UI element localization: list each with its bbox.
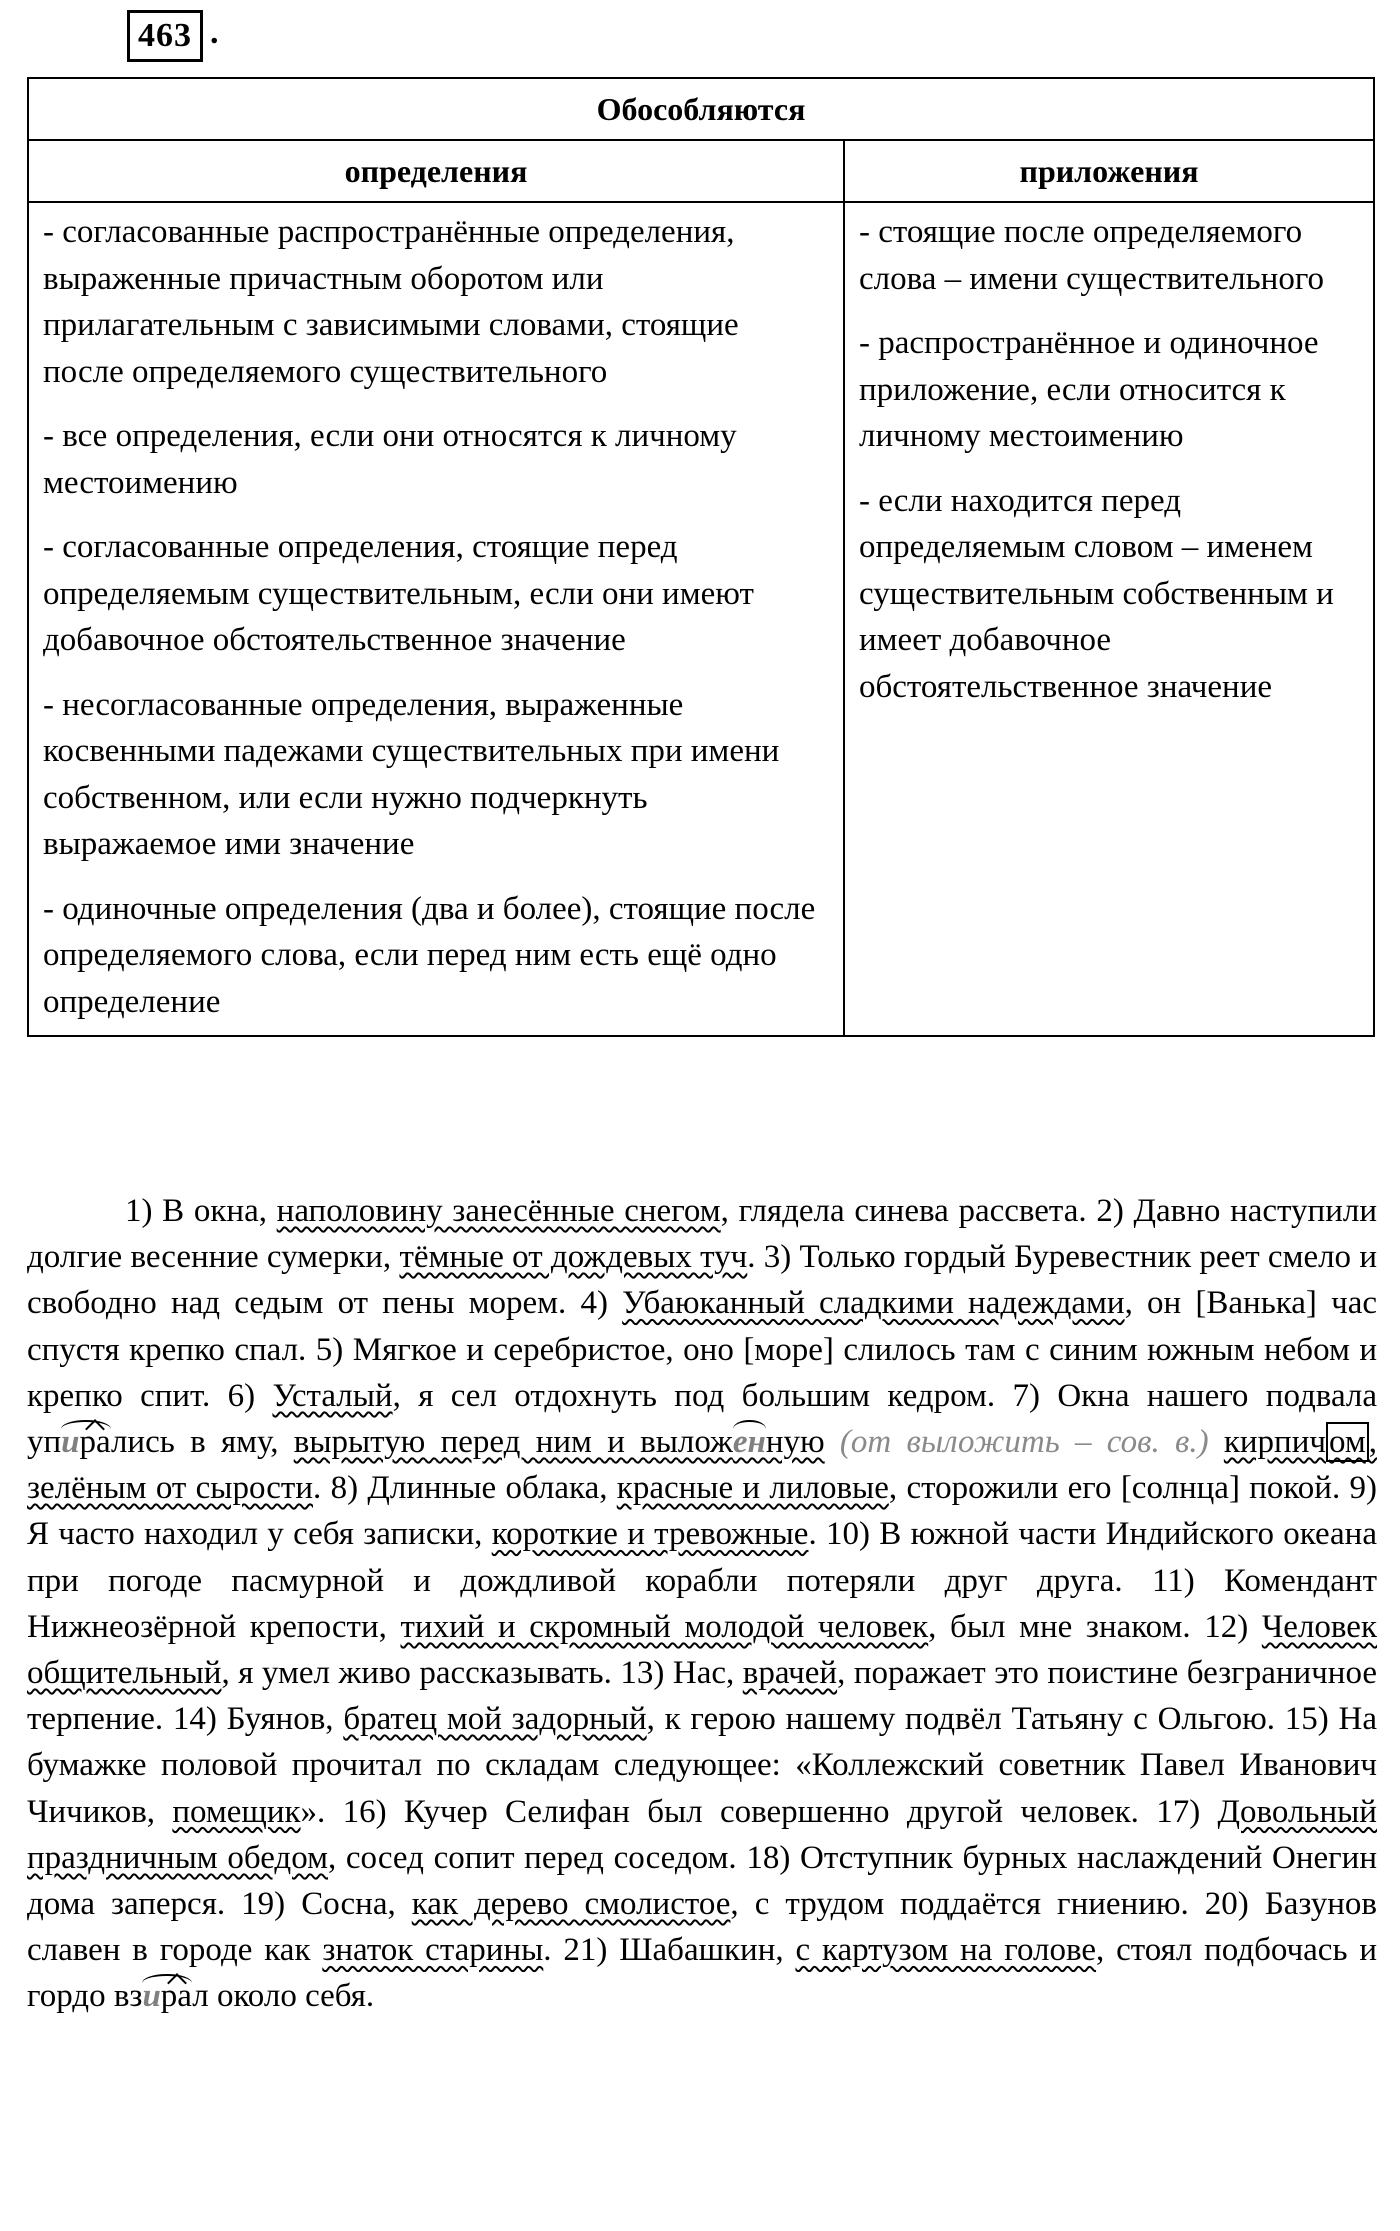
text-segment: 1) В окна,	[125, 1193, 277, 1229]
text-segment: . 10) В южной части Индийского океана при погоде пасмурной и дождливой корабли потеряли друг друга. 11) Комендант Нижнеозёрной крепости,	[27, 1516, 1377, 1645]
text-segment: кирпич	[1223, 1424, 1326, 1461]
text-segment: , был мне знаком. 12)	[928, 1608, 1262, 1645]
text-segment: , с трудом поддаётся гниению. 20) Базунов славен в городе как	[27, 1886, 1377, 1969]
definition-rule: - несогласованные определения, выраженные косвенными падежами существительных при имени собственном, или если нужно подчеркнуть выражаемое ими значение	[43, 686, 780, 862]
underlined-phrase: знаток старины	[322, 1932, 544, 1969]
definition-rule: - одиночные определения (два и более), стоящие после определяемого слова, если перед ним есть ещё одно определение	[43, 890, 816, 1020]
underlined-phrase	[294, 1424, 825, 1460]
underlined-phrase: как дерево смолистое	[411, 1886, 731, 1923]
text-segment: , я умел живо рассказывать. 13) Нас,	[221, 1655, 743, 1692]
table-title: Обособляются	[28, 78, 1374, 140]
underlined-phrase: наполовину занесённые снегом	[276, 1193, 721, 1229]
suffix-mark: ен	[732, 1424, 766, 1461]
text-segment: , глядела синева рассвета. 2) Давно наступили долгие весенние сумерки,	[27, 1193, 1377, 1276]
ending-box-mark: ом	[1326, 1422, 1369, 1462]
exercise-paragraph	[27, 1188, 1377, 2020]
text-segment: , сторожили его [солнца] покой. 9) Я часто находил у себя записки,	[27, 1470, 1377, 1553]
rules-table	[27, 77, 1375, 1037]
underlined-phrase: с картузом на голове	[795, 1932, 1097, 1969]
grammar-note: (от выложить – сов. в.)	[824, 1424, 1224, 1461]
text-segment: , поражает это поистине безграничное терпение. 14) Буянов,	[27, 1655, 1377, 1738]
definition-rule: - согласованные распространённые определения, выраженные причастным оборотом или прилагательным с зависимыми словами, стоящие после определяемого существительного	[43, 214, 739, 390]
text-segment: . 21) Шабашкин,	[543, 1932, 796, 1969]
root-part: ра	[79, 1424, 111, 1461]
root-part: ра	[160, 1978, 193, 2015]
text-segment: , сосед сопит перед соседом. 18) Отступник бурных наслаждений Онегин дома заперся. 19) Сосна,	[27, 1839, 1378, 1923]
apposition-rule: - стоящие после определяемого слова – имени существительного	[859, 214, 1325, 297]
exercise-text	[27, 1188, 1377, 2020]
apposition-rule: - распространённое и одиночное приложение, если относится к личному местоимению	[859, 325, 1319, 454]
underlined-phrase: тёмные от дождевых туч	[399, 1239, 748, 1276]
col1-header: определения	[28, 140, 844, 202]
highlighted-vowel: и	[61, 1424, 80, 1461]
underlined-phrase: Убаюканный сладкими надеждами	[622, 1285, 1125, 1322]
text-segment: вырытую перед ним и вылож	[293, 1424, 733, 1461]
root-arc-mark	[142, 1978, 192, 2014]
underlined-phrase: Человек общительный	[27, 1608, 1377, 1692]
underlined-phrase: короткие и тревожные	[491, 1516, 809, 1553]
text-segment: л около себя.	[192, 1978, 375, 2015]
text-segment: . 8) Длинные облака,	[313, 1470, 617, 1507]
appositions-cell	[844, 202, 1374, 1036]
underlined-phrase: помещик	[172, 1793, 301, 1830]
definitions-cell	[28, 202, 844, 1036]
underlined-phrase: братец мой задорный	[343, 1701, 647, 1738]
text-segment: , к герою нашему подвёл Татьяну с Ольгою. 15) На бумажке половой прочитал по складам следующее: «Коллежский советник Павел Иванович Чичиков,	[27, 1701, 1378, 1830]
underlined-phrase: Довольный праздничным обедом	[27, 1793, 1377, 1876]
root-arc-mark	[61, 1424, 111, 1460]
exercise-number: 463	[127, 10, 203, 62]
underlined-phrase: тихий и скромный молодой человек	[400, 1608, 929, 1645]
text-segment: , я сел отдохнуть под большим кедром. 7) Окна нашего подвала уп	[27, 1377, 1378, 1461]
text-segment: , он [Ванька] час спустя крепко спал. 5) Мягкое и серебристое, оно [море] слилось там с синим южным небом и крепко спит. 6)	[27, 1285, 1377, 1414]
text-segment: . 3) Только гордый Буревестник реет смело и свободно над седым от пены морем. 4)	[27, 1239, 1377, 1322]
col2-header: приложения	[844, 140, 1374, 202]
text-segment: ». 16) Кучер Селифан был совершенно другой человек. 17)	[300, 1793, 1218, 1830]
definition-rule: - согласованные определения, стоящие перед определяемым существительным, если они имеют добавочное обстоятельственное значение	[43, 529, 754, 658]
highlighted-vowel: и	[142, 1978, 161, 2015]
text-segment: ную	[765, 1424, 825, 1461]
text-segment: , зелёным от сырости	[27, 1424, 1377, 1507]
definition-rule: - все определения, если они относятся к личному местоимению	[43, 418, 737, 501]
text-segment: лись в яму,	[110, 1424, 294, 1461]
underlined-phrase: красные и лиловые	[616, 1470, 889, 1507]
text-segment: , стоял подбочась и гордо вз	[27, 1932, 1378, 2015]
exercise-number-dot: .	[210, 14, 219, 51]
underlined-phrase: Усталый	[272, 1377, 393, 1414]
apposition-rule: - если находится перед определяемым словом – именем существительным собственным и имеет добавочное обстоятельственное значение	[859, 482, 1334, 705]
underlined-phrase: врачей	[742, 1655, 838, 1692]
